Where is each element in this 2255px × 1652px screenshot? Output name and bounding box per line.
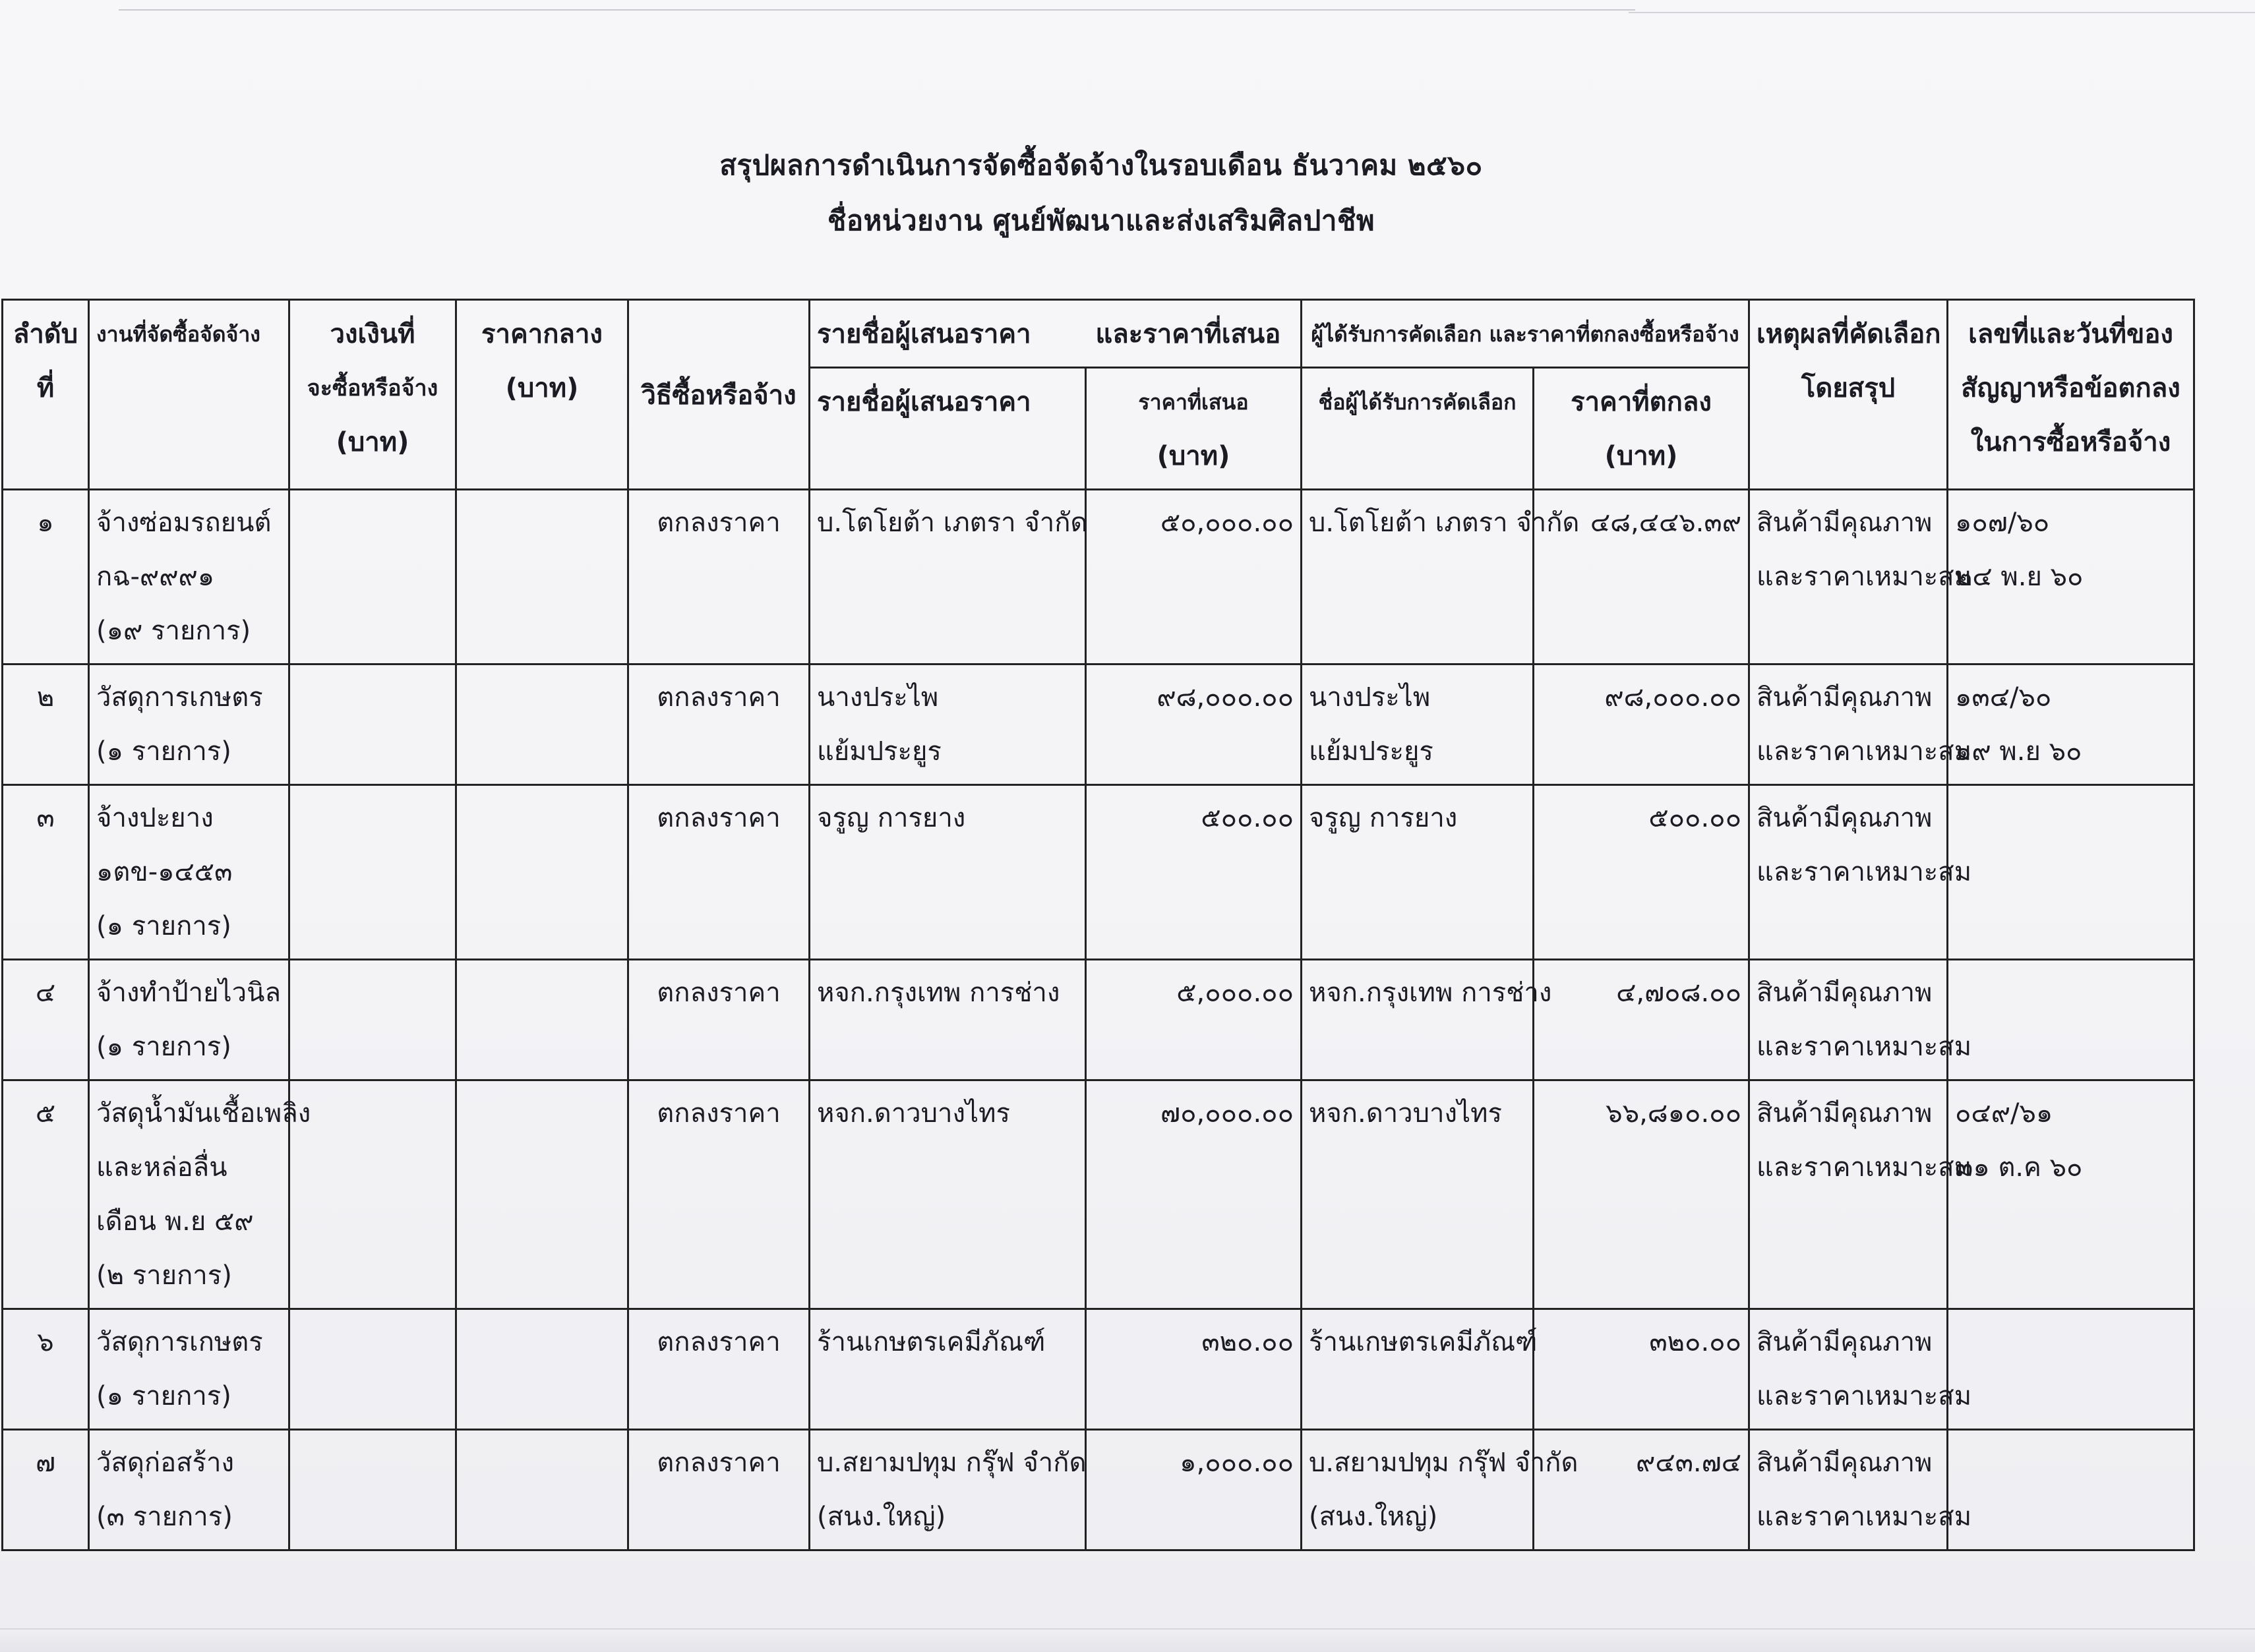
- method-text: ตกลงราคา: [657, 508, 781, 538]
- work-line: (๒ รายการ): [96, 1260, 232, 1291]
- cell-no: [3, 1430, 89, 1550]
- paper-fold-bottom: [0, 1628, 2255, 1652]
- contract-line: ๑๓๔/๖๐: [1955, 682, 2052, 713]
- cell-contract: [1948, 785, 2194, 960]
- cell-method: [628, 1430, 810, 1550]
- winner-line: ร้านเกษตรเคมีภัณฑ์: [1309, 1327, 1538, 1357]
- cell-bid-price: [1086, 785, 1302, 960]
- row-number: ๔: [35, 978, 56, 1008]
- cell-reason: [1749, 1080, 1972, 1309]
- paper-fold-top: [119, 0, 1635, 11]
- work-line: (๑ รายการ): [96, 1032, 231, 1062]
- work-line: จ้างซ่อมรถยนต์: [96, 508, 272, 538]
- cell-median-price: [456, 1430, 628, 1550]
- bid-price-value: ๗๐,๐๐๐.๐๐: [1160, 1098, 1294, 1129]
- cell-bidder: [810, 1309, 1086, 1430]
- header-bidder-name: รายชื่อผู้เสนอราคา: [810, 368, 1086, 490]
- cell-no: [3, 785, 89, 960]
- header-method: วิธีซื้อหรือจ้าง: [628, 300, 810, 490]
- contract-line: ๒๔ พ.ย ๖๐: [1955, 562, 2084, 592]
- table-row: [3, 664, 2194, 785]
- winner-line: บ.โตโยต้า เภตรา จำกัด: [1309, 508, 1580, 538]
- row-number: ๕: [35, 1098, 56, 1129]
- winner-line: (สนง.ใหญ่): [1309, 1502, 1438, 1532]
- cell-no: [3, 664, 89, 785]
- cell-agreed-price: [1534, 1080, 1749, 1309]
- header-winner-group: ผู้ได้รับการคัดเลือก และราคาที่ตกลงซื้อหรือจ้าง: [1302, 300, 1749, 368]
- cell-method: [628, 1309, 810, 1430]
- cell-contract: [1948, 960, 2194, 1080]
- cell-budget: [289, 1080, 456, 1309]
- work-line: จ้างทำป้ายไวนิล: [96, 978, 281, 1008]
- cell-bidder: [810, 664, 1086, 785]
- cell-no: [3, 960, 89, 1080]
- method-text: ตกลงราคา: [657, 682, 781, 713]
- bidder-line: หจก.กรุงเทพ การช่าง: [817, 978, 1060, 1008]
- cell-winner: [1302, 664, 1534, 785]
- reason-line: และราคาเหมาะสม: [1757, 1152, 1972, 1183]
- bid-price-value: ๕,๐๐๐.๐๐: [1176, 978, 1294, 1008]
- cell-work: [89, 1080, 311, 1309]
- cell-bidder: [810, 490, 1086, 664]
- cell-work: [89, 785, 289, 960]
- cell-agreed-price: [1534, 960, 1749, 1080]
- cell-no: [3, 490, 89, 664]
- cell-reason: [1749, 1309, 1972, 1430]
- cell-median-price: [456, 1080, 628, 1309]
- reason-line: สินค้ามีคุณภาพ: [1757, 508, 1933, 538]
- cell-budget: [289, 1309, 456, 1430]
- method-text: ตกลงราคา: [657, 978, 781, 1008]
- method-text: ตกลงราคา: [657, 803, 781, 833]
- bid-price-value: ๑,๐๐๐.๐๐: [1180, 1448, 1294, 1478]
- cell-budget: [289, 664, 456, 785]
- cell-agreed-price: [1534, 785, 1749, 960]
- header-budget: วงเงินที่ จะซื้อหรือจ้าง (บาท): [289, 300, 456, 490]
- bidder-line: บ.สยามปทุม กรุ๊ฟ จำกัด: [817, 1448, 1087, 1478]
- cell-bidder: [810, 785, 1086, 960]
- table-row: [3, 1309, 2194, 1430]
- bidder-line: นางประไพ: [817, 682, 939, 713]
- cell-work: [89, 490, 289, 664]
- cell-winner: [1302, 1430, 1578, 1550]
- agreed-price-value: ๙๘,๐๐๐.๐๐: [1604, 682, 1741, 713]
- cell-budget: [289, 490, 456, 664]
- cell-bid-price: [1086, 960, 1302, 1080]
- cell-method: [628, 490, 810, 664]
- reason-line: และราคาเหมาะสม: [1757, 1502, 1972, 1532]
- header-contract: เลขที่และวันที่ของ สัญญาหรือข้อตกลง ในการซื้อหรือจ้าง: [1948, 300, 2194, 490]
- cell-contract: [1948, 490, 2194, 664]
- cell-median-price: [456, 490, 628, 664]
- winner-line: บ.สยามปทุม กรุ๊ฟ จำกัด: [1309, 1448, 1578, 1478]
- agreed-price-value: ๔๘,๔๔๖.๓๙: [1590, 508, 1741, 538]
- row-number: ๓: [36, 803, 55, 833]
- work-line: (๑๙ รายการ): [96, 616, 251, 646]
- cell-bidder: [810, 1080, 1086, 1309]
- cell-method: [628, 785, 810, 960]
- work-line: วัสดุการเกษตร: [96, 1327, 263, 1357]
- header-bidders-group: รายชื่อผู้เสนอราคา และราคาที่เสนอ: [810, 300, 1302, 368]
- work-line: (๓ รายการ): [96, 1502, 233, 1532]
- table-row: [3, 490, 2194, 664]
- procurement-table: [1, 299, 2195, 1551]
- cell-bid-price: [1086, 1430, 1302, 1550]
- cell-winner: [1302, 960, 1552, 1080]
- table-row: [3, 960, 2194, 1080]
- cell-bid-price: [1086, 1309, 1302, 1430]
- cell-winner: [1302, 490, 1580, 664]
- header-agreed-price: ราคาที่ตกลง (บาท): [1534, 368, 1749, 490]
- work-line: วัสดุก่อสร้าง: [96, 1448, 234, 1478]
- table-body: [3, 490, 2194, 1550]
- reason-line: และราคาเหมาะสม: [1757, 1032, 1972, 1062]
- cell-budget: [289, 785, 456, 960]
- cell-contract: [1948, 664, 2194, 785]
- work-line: วัสดุการเกษตร: [96, 682, 263, 713]
- cell-method: [628, 960, 810, 1080]
- bid-price-value: ๕๐,๐๐๐.๐๐: [1160, 508, 1294, 538]
- work-line: (๑ รายการ): [96, 736, 231, 767]
- work-line: วัสดุน้ำมันเชื้อเพลิง: [96, 1098, 311, 1129]
- row-number: ๗: [35, 1448, 56, 1478]
- work-line: กฉ-๙๙๙๑: [96, 562, 215, 592]
- cell-agreed-price: [1534, 1309, 1749, 1430]
- reason-line: สินค้ามีคุณภาพ: [1757, 803, 1933, 833]
- work-line: เดือน พ.ย ๕๙: [96, 1206, 254, 1237]
- cell-bidder: [810, 1430, 1086, 1550]
- agreed-price-value: ๔,๗๐๘.๐๐: [1616, 978, 1741, 1008]
- cell-median-price: [456, 960, 628, 1080]
- table-row: [3, 1430, 2194, 1550]
- agreed-price-value: ๓๒๐.๐๐: [1649, 1327, 1741, 1357]
- cell-contract: [1948, 1309, 2194, 1430]
- cell-budget: [289, 960, 456, 1080]
- bid-price-value: ๓๒๐.๐๐: [1201, 1327, 1294, 1357]
- cell-method: [628, 664, 810, 785]
- row-number: ๑: [37, 508, 54, 538]
- cell-median-price: [456, 1309, 628, 1430]
- cell-bid-price: [1086, 664, 1302, 785]
- document-title: สรุปผลการดำเนินการจัดซื้อจัดจ้างในรอบเดือน ธันวาคม ๒๕๖๐: [719, 149, 1483, 181]
- cell-bid-price: [1086, 490, 1302, 664]
- cell-work: [89, 1309, 289, 1430]
- cell-work: [89, 664, 289, 785]
- cell-winner: [1302, 785, 1534, 960]
- work-line: และหล่อลื่น: [96, 1152, 227, 1183]
- reason-line: สินค้ามีคุณภาพ: [1757, 1098, 1933, 1129]
- reason-line: และราคาเหมาะสม: [1757, 736, 1972, 767]
- bidder-line: หจก.ดาวบางไทร: [817, 1098, 1010, 1129]
- contract-line: ๓๑ ต.ค ๖๐: [1955, 1152, 2083, 1183]
- row-number: ๖: [37, 1327, 54, 1357]
- method-text: ตกลงราคา: [657, 1448, 781, 1478]
- cell-method: [628, 1080, 810, 1309]
- header-row-1: [3, 300, 2194, 368]
- header-median-price: ราคากลาง (บาท): [456, 300, 628, 490]
- cell-work: [89, 960, 289, 1080]
- contract-line: ๑๐๗/๖๐: [1955, 508, 2050, 538]
- bidder-line: แย้มประยูร: [817, 736, 942, 767]
- contract-line: ๐๔๙/๖๑: [1955, 1098, 2053, 1129]
- reason-line: และราคาเหมาะสม: [1757, 1381, 1972, 1411]
- cell-work: [89, 1430, 289, 1550]
- cell-winner: [1302, 1080, 1534, 1309]
- winner-line: หจก.กรุงเทพ การช่าง: [1309, 978, 1552, 1008]
- cell-contract: [1948, 1080, 2194, 1309]
- paper-fold-top-right: [1629, 12, 2255, 16]
- work-line: (๑ รายการ): [96, 911, 231, 941]
- header-work: งานที่จัดซื้อจัดจ้าง: [89, 300, 289, 490]
- header-no: ลำดับ ที่: [3, 300, 89, 490]
- cell-median-price: [456, 785, 628, 960]
- cell-reason: [1749, 960, 1972, 1080]
- row-number: ๒: [36, 682, 55, 713]
- method-text: ตกลงราคา: [657, 1327, 781, 1357]
- header-winner-name: ชื่อผู้ได้รับการคัดเลือก: [1302, 368, 1534, 490]
- cell-median-price: [456, 664, 628, 785]
- document-subtitle: ชื่อหน่วยงาน ศูนย์พัฒนาและส่งเสริมศิลปาชีพ: [827, 204, 1375, 237]
- bid-price-value: ๕๐๐.๐๐: [1201, 803, 1294, 833]
- header-reason: เหตุผลที่คัดเลือก โดยสรุป: [1749, 300, 1948, 490]
- bidder-line: ร้านเกษตรเคมีภัณฑ์: [817, 1327, 1046, 1357]
- bidder-line: (สนง.ใหญ่): [817, 1502, 946, 1532]
- winner-line: นางประไพ: [1309, 682, 1431, 713]
- reason-line: สินค้ามีคุณภาพ: [1757, 1448, 1933, 1478]
- table-row: [3, 1080, 2194, 1309]
- cell-reason: [1749, 490, 1972, 664]
- cell-winner: [1302, 1309, 1538, 1430]
- bidder-line: บ.โตโยต้า เภตรา จำกัด: [817, 508, 1088, 538]
- cell-bidder: [810, 960, 1086, 1080]
- bid-price-value: ๙๘,๐๐๐.๐๐: [1157, 682, 1294, 713]
- work-line: (๑ รายการ): [96, 1381, 231, 1411]
- cell-budget: [289, 1430, 456, 1550]
- work-line: ๑ตข-๑๔๕๓: [96, 857, 233, 887]
- reason-line: และราคาเหมาะสม: [1757, 562, 1972, 592]
- cell-reason: [1749, 1430, 1972, 1550]
- cell-bid-price: [1086, 1080, 1302, 1309]
- winner-line: จรูญ การยาง: [1309, 803, 1458, 833]
- reason-line: สินค้ามีคุณภาพ: [1757, 682, 1933, 713]
- agreed-price-value: ๙๔๓.๗๔: [1636, 1448, 1741, 1478]
- cell-no: [3, 1309, 89, 1430]
- cell-no: [3, 1080, 89, 1309]
- cell-contract: [1948, 1430, 2194, 1550]
- table-row: [3, 785, 2194, 960]
- reason-line: สินค้ามีคุณภาพ: [1757, 1327, 1933, 1357]
- bidder-line: จรูญ การยาง: [817, 803, 966, 833]
- work-line: จ้างปะยาง: [96, 803, 214, 833]
- winner-line: หจก.ดาวบางไทร: [1309, 1098, 1502, 1129]
- cell-reason: [1749, 664, 1972, 785]
- header-bid-price: ราคาที่เสนอ (บาท): [1086, 368, 1302, 490]
- agreed-price-value: ๖๖,๘๑๐.๐๐: [1606, 1098, 1741, 1129]
- agreed-price-value: ๕๐๐.๐๐: [1648, 803, 1741, 833]
- cell-agreed-price: [1534, 664, 1749, 785]
- contract-line: ๑๙ พ.ย ๖๐: [1955, 736, 2082, 767]
- reason-line: และราคาเหมาะสม: [1757, 857, 1972, 887]
- reason-line: สินค้ามีคุณภาพ: [1757, 978, 1933, 1008]
- winner-line: แย้มประยูร: [1309, 736, 1433, 767]
- method-text: ตกลงราคา: [657, 1098, 781, 1129]
- cell-reason: [1749, 785, 1972, 960]
